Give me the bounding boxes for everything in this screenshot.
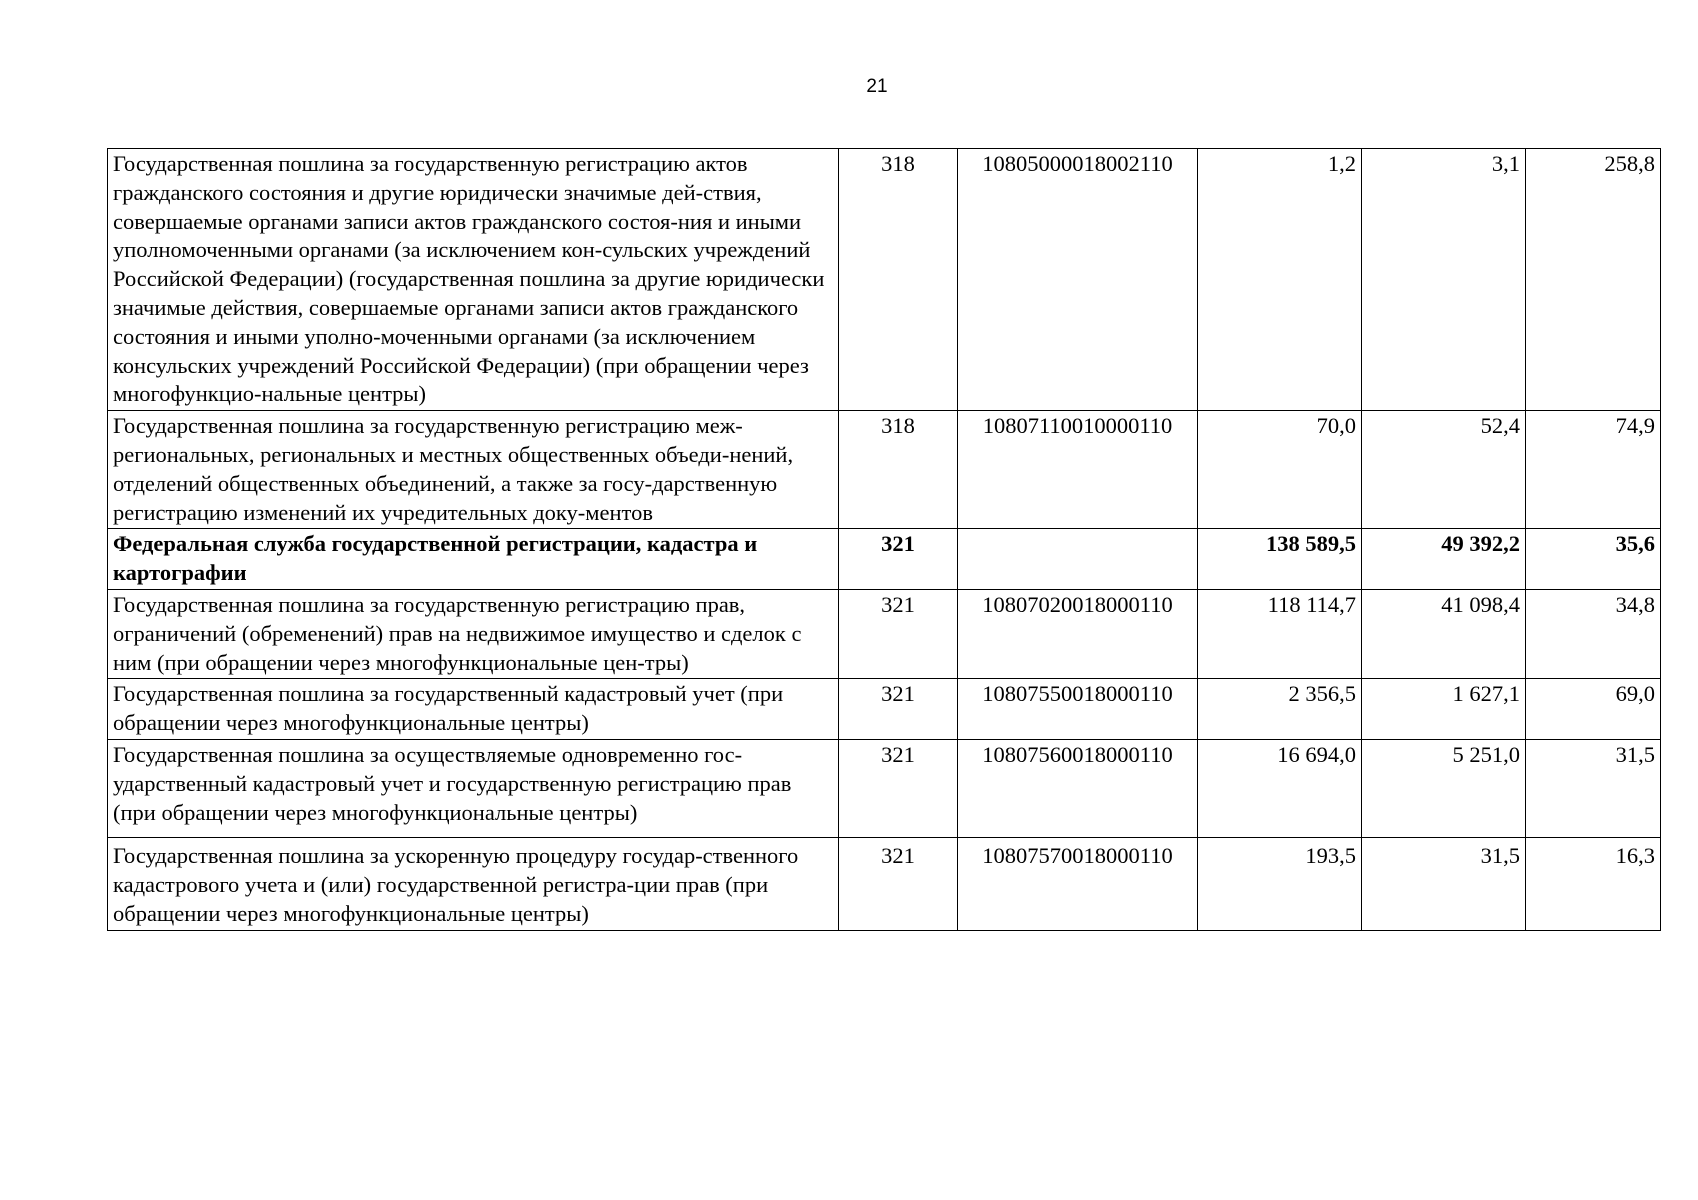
row-name-cell: Государственная пошлина за государственный кадастровый учет (при обращении через многофункциональные центры) bbox=[108, 679, 839, 740]
row-admin-code-cell: 318 bbox=[839, 149, 958, 411]
table-row-section-header bbox=[108, 529, 1661, 590]
table-row bbox=[108, 589, 1661, 678]
row-plan-cell: 16 694,0 bbox=[1198, 739, 1362, 837]
row-budget-code-cell: 10805000018002110 bbox=[958, 149, 1198, 411]
row-percent-cell: 69,0 bbox=[1526, 679, 1661, 740]
row-plan-cell: 1,2 bbox=[1198, 149, 1362, 411]
row-budget-code-cell: 10807550018000110 bbox=[958, 679, 1198, 740]
page-number: 21 bbox=[866, 76, 888, 97]
table-row bbox=[108, 149, 1661, 411]
row-name-cell: Государственная пошлина за ускоренную процедуру государ-ственного кадастрового учета и (или) государственной регистра-ции прав (при обращении через многофункциональные центры) bbox=[108, 838, 839, 930]
row-actual-cell: 41 098,4 bbox=[1362, 589, 1526, 678]
row-admin-code-cell: 321 bbox=[839, 739, 958, 837]
row-name-cell: Государственная пошлина за государственную регистрацию актов гражданского состояния и другие юридически значимые дей-ствия, совершаемые органами записи актов гражданского состоя-ния и иными уполномоченными органами (за исключением кон-сульских учреждений Российской Федерации) (государственная пошлина за другие юридически значимые действия, совершаемые органами записи актов гражданского состояния и иными уполно-моченными органами (за исключением консульских учреждений Российской Федерации) (при обращении через многофункцио-нальные центры) bbox=[108, 149, 839, 411]
row-admin-code-cell: 321 bbox=[839, 838, 958, 930]
row-admin-code-cell: 321 bbox=[839, 529, 958, 590]
row-actual-cell: 3,1 bbox=[1362, 149, 1526, 411]
row-actual-cell: 31,5 bbox=[1362, 838, 1526, 930]
row-percent-cell: 258,8 bbox=[1526, 149, 1661, 411]
table-row bbox=[108, 679, 1661, 740]
row-percent-cell: 31,5 bbox=[1526, 739, 1661, 837]
row-percent-cell: 35,6 bbox=[1526, 529, 1661, 590]
row-actual-cell: 49 392,2 bbox=[1362, 529, 1526, 590]
row-admin-code-cell: 318 bbox=[839, 411, 958, 529]
row-percent-cell: 16,3 bbox=[1526, 838, 1661, 930]
row-budget-code-cell: 10807560018000110 bbox=[958, 739, 1198, 837]
row-plan-cell: 118 114,7 bbox=[1198, 589, 1362, 678]
row-plan-cell: 70,0 bbox=[1198, 411, 1362, 529]
row-budget-code-cell bbox=[958, 529, 1198, 590]
row-admin-code-cell: 321 bbox=[839, 589, 958, 678]
row-plan-cell: 193,5 bbox=[1198, 838, 1362, 930]
row-plan-cell: 138 589,5 bbox=[1198, 529, 1362, 590]
row-budget-code-cell: 10807020018000110 bbox=[958, 589, 1198, 678]
row-actual-cell: 5 251,0 bbox=[1362, 739, 1526, 837]
table-row bbox=[108, 739, 1661, 837]
row-percent-cell: 34,8 bbox=[1526, 589, 1661, 678]
row-budget-code-cell: 10807570018000110 bbox=[958, 838, 1198, 930]
row-name-cell: Государственная пошлина за государственную регистрацию прав, ограничений (обременений) прав на недвижимое имущество и сделок с ним (при обращении через многофункциональные цен-тры) bbox=[108, 589, 839, 678]
row-name-cell: Федеральная служба государственной регистрации, кадастра и картографии bbox=[108, 529, 839, 590]
row-admin-code-cell: 321 bbox=[839, 679, 958, 740]
row-percent-cell: 74,9 bbox=[1526, 411, 1661, 529]
row-budget-code-cell: 10807110010000110 bbox=[958, 411, 1198, 529]
row-actual-cell: 1 627,1 bbox=[1362, 679, 1526, 740]
row-actual-cell: 52,4 bbox=[1362, 411, 1526, 529]
table-row bbox=[108, 838, 1661, 930]
table-row bbox=[108, 411, 1661, 529]
row-name-cell: Государственная пошлина за государственную регистрацию меж-региональных, региональных и местных общественных объеди-нений, отделений общественных объединений, а также за госу-дарственную регистрацию изменений их учредительных доку-ментов bbox=[108, 411, 839, 529]
row-name-cell: Государственная пошлина за осуществляемые одновременно гос-ударственный кадастровый учет и государственную регистрацию прав (при обращении через многофункциональные центры) bbox=[108, 739, 839, 837]
row-plan-cell: 2 356,5 bbox=[1198, 679, 1362, 740]
revenue-table bbox=[107, 148, 1661, 931]
